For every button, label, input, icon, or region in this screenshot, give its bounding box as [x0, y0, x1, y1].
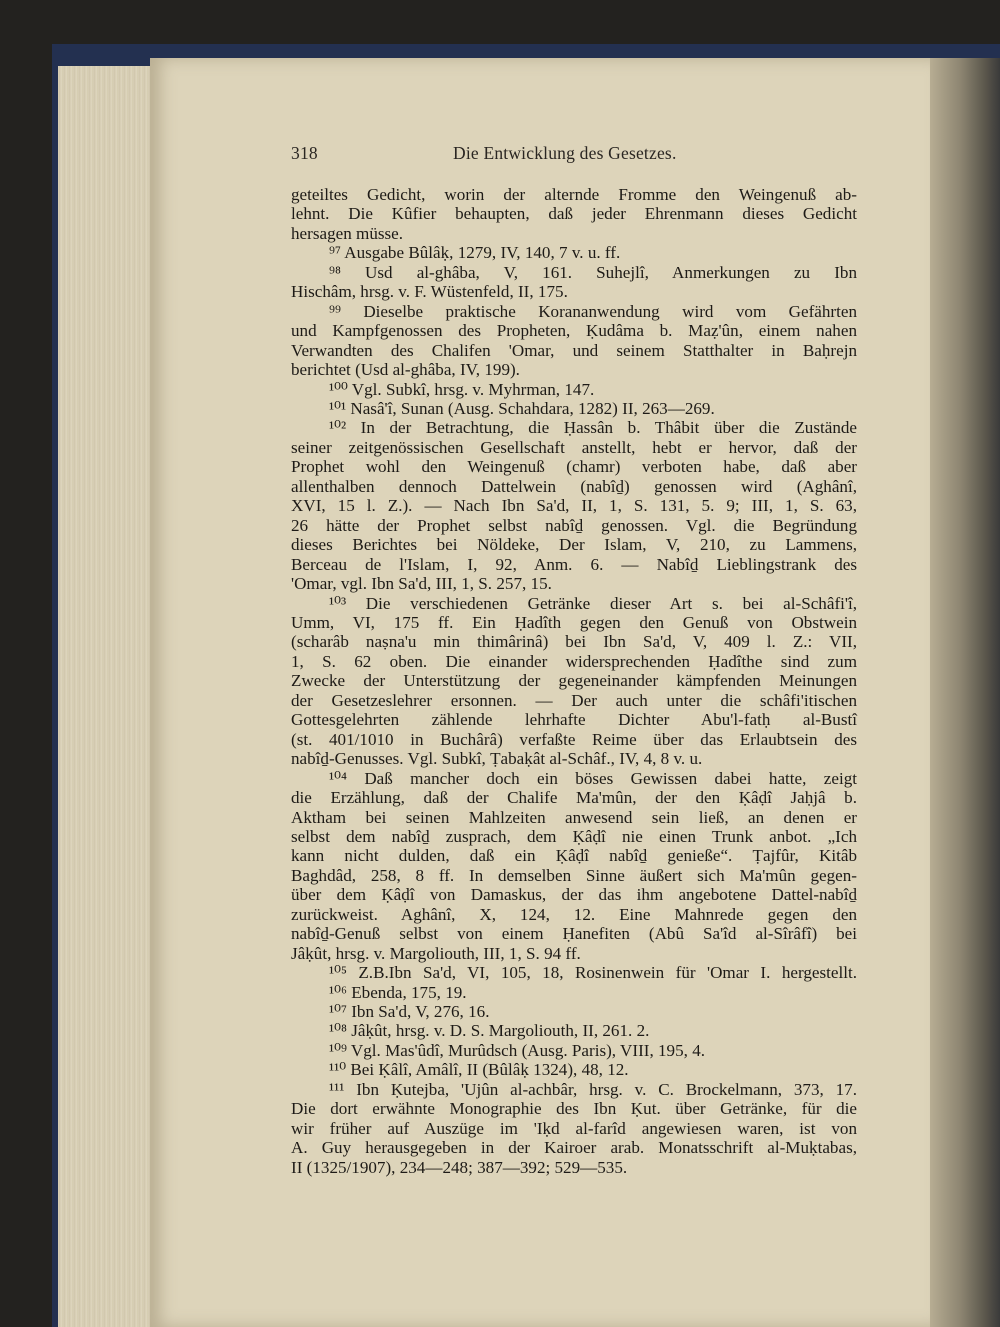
text-line: 26 hätte der Prophet selbst nabîḏ genossen. Vgl. die Begründung — [291, 515, 857, 535]
text-line: XVI, 15 l. Z.). — Nach Ibn Sa'd, II, 1, S. 131, 5. 9; III, 1, S. 63, — [291, 496, 857, 516]
text-line: berichtet (Usd al-ghâba, IV, 199). — [291, 360, 520, 380]
text-line: ¹⁰⁴ Daß mancher doch ein böses Gewissen dabei hatte, zeigt — [329, 768, 857, 788]
text-line: der Gesetzeslehrer ersonnen. — Der auch unter die schâfi'itischen — [291, 690, 857, 710]
text-line: ¹¹⁰ Bei Ḳâlî, Amâlî, II (Bûlâḳ 1324), 48, 12. — [329, 1060, 629, 1080]
text-line: ¹⁰⁷ Ibn Sa'd, V, 276, 16. — [329, 1002, 490, 1022]
text-line: Baghdâd, 258, 8 ff. In demselben Sinne äußert sich Ma'mûn gegen- — [291, 865, 857, 885]
footnote-text — [291, 185, 857, 1177]
text-line: ⁹⁷ Ausgabe Bûlâḳ, 1279, IV, 140, 7 v. u. ff. — [329, 243, 621, 263]
text-line: ⁹⁹ Dieselbe praktische Korananwendung wird vom Gefährten — [329, 301, 857, 321]
text-line: Hischâm, hrsg. v. F. Wüstenfeld, II, 175. — [291, 282, 568, 302]
text-line: Die dort erwähnte Monographie des Ibn Ḳut. über Getränke, für die — [291, 1099, 857, 1119]
text-line: lehnt. Die Kûfier behaupten, daß jeder Ehrenmann dieses Gedicht — [291, 204, 857, 224]
text-line: zurückweist. Aghânî, X, 124, 12. Eine Mahnrede gegen den — [291, 904, 857, 924]
text-line: II (1325/1907), 234—248; 387—392; 529—535. — [291, 1157, 628, 1177]
text-line: Gottesgelehrten zählende lehrhafte Dichter Abu'l-fatḥ al-Bustî — [291, 710, 857, 730]
text-line: ¹¹¹ Ibn Ḳutejba, 'Ujûn al-achbâr, hrsg. v. C. Brockelmann, 373, 17. — [329, 1079, 857, 1099]
text-line: geteiltes Gedicht, worin der alternde Fromme den Weingenuß ab- — [291, 185, 857, 204]
text-line: ¹⁰² In der Betrachtung, die Ḥassân b. Thâbit über die Zustände — [329, 418, 857, 438]
page-number: 318 — [291, 143, 318, 163]
book-gutter — [930, 58, 1000, 1327]
text-line: Berceau de l'Islam, I, 92, Anm. 6. — Nabîḏ Lieblingstrank des — [291, 554, 857, 574]
text-line: über dem Ḳâḍî von Damaskus, der das ihm angebotene Dattel-nabîḏ — [291, 885, 857, 905]
text-line: die Erzählung, daß der Chalife Ma'mûn, der den Ḳâḍî Jaḥjâ b. — [291, 788, 857, 808]
text-line: 'Omar, vgl. Ibn Sa'd, III, 1, S. 257, 15. — [291, 574, 552, 594]
text-line: ¹⁰⁹ Vgl. Mas'ûdî, Murûdsch (Ausg. Paris), VIII, 195, 4. — [329, 1040, 706, 1060]
text-line: Verwandten des Chalifen 'Omar, und seinem Statthalter in Baḥrejn — [291, 340, 857, 360]
page-header — [291, 143, 703, 167]
text-line: wir früher auf Auszüge im 'Iḳd al-farîd angewiesen waren, ist von — [291, 1118, 857, 1138]
text-line: dieses Berichtes bei Nöldeke, Der Islam, V, 210, zu Lammens, — [291, 535, 857, 555]
text-line: ¹⁰¹ Nasâ'î, Sunan (Ausg. Schahdara, 1282) II, 263—269. — [329, 398, 715, 418]
text-line: ¹⁰⁰ Vgl. Subkî, hrsg. v. Myhrman, 147. — [329, 379, 595, 399]
text-line: A. Guy herausgegeben in der Kairoer arab. Monatsschrift al-Muḳtabas, — [291, 1138, 857, 1158]
text-line: nabîḏ-Genusses. Vgl. Subkî, Ṭabaḳât al-Schâf., IV, 4, 8 v. u. — [291, 749, 703, 769]
text-line: hersagen müsse. — [291, 223, 404, 243]
text-line: selbst dem nabîḏ zusprach, dem Ḳâḍî nie einen Trunk anbot. „Ich — [291, 826, 857, 846]
running-head: Die Entwicklung des Gesetzes. — [453, 143, 677, 163]
text-line: Aktham bei seinen Mahlzeiten anwesend sein ließ, an denen er — [291, 807, 857, 827]
text-line: allenthalben dennoch Dattelwein (nabîḏ) genossen wird (Aghânî, — [291, 476, 857, 496]
text-line: ¹⁰⁶ Ebenda, 175, 19. — [329, 982, 467, 1002]
text-line: Prophet wohl den Weingenuß (chamr) verboten habe, daß aber — [291, 457, 857, 477]
text-line: kann nicht dulden, daß ein Ḳâḍî nabîḏ genieße“. Ṭajfûr, Kitâb — [291, 846, 857, 866]
text-line: und Kampfgenossen des Propheten, Ḳudâma b. Maẓ'ûn, einem nahen — [291, 321, 857, 341]
text-line: ¹⁰⁸ Jâḳût, hrsg. v. D. S. Margoliouth, II, 261. 2. — [329, 1021, 650, 1041]
text-line: seiner zeitgenössischen Gesellschaft anstellt, hebt er hervor, daß der — [291, 437, 857, 457]
text-line: ¹⁰⁵ Z.B.Ibn Sa'd, VI, 105, 18, Rosinenwein für 'Omar I. hergestellt. — [329, 963, 857, 983]
text-line: ¹⁰³ Die verschiedenen Getränke dieser Art s. bei al-Schâfi'î, — [329, 593, 857, 613]
text-line: (scharâb naṣna'u min thimârinâ) bei Ibn Sa'd, V, 409 l. Z.: VII, — [291, 632, 857, 652]
text-line: nabîḏ-Genuß selbst von einem Ḥanefiten (Abû Sa'îd al-Sîrâfî) bei — [291, 924, 857, 944]
page-block-edge — [58, 66, 158, 1327]
text-line: Jâḳût, hrsg. v. Margoliouth, III, 1, S. 94 ff. — [291, 943, 581, 963]
text-line: ⁹⁸ Usd al-ghâba, V, 161. Suhejlî, Anmerkungen zu Ibn — [329, 262, 857, 282]
text-line: (st. 401/1010 in Buchârâ) verfaßte Reime über das Erlaubtsein des — [291, 729, 857, 749]
text-line: Umm, VI, 175 ff. Ein Ḥadîth gegen den Genuß von Obstwein — [291, 612, 857, 632]
text-line: Zwecke der Unterstützung der gegeneinander kämpfenden Meinungen — [291, 671, 857, 691]
text-line: 1, S. 62 oben. Die einander widersprechenden Ḥadîthe sind zum — [291, 651, 857, 671]
